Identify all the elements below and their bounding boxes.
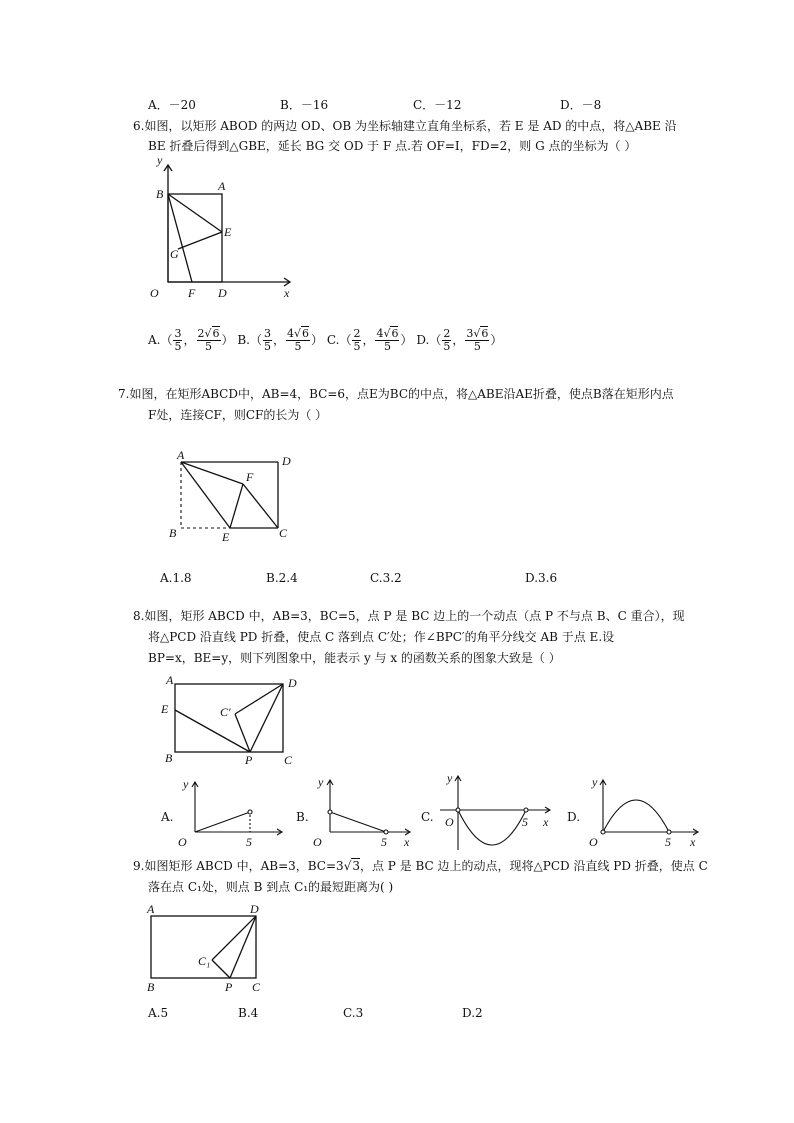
- q6-label-y: y: [157, 153, 163, 167]
- q5-option-c[interactable]: C．－12: [413, 98, 462, 112]
- q8-label-a: A: [166, 673, 174, 687]
- q9-stem-part-a: 9.如图矩形 ABCD 中，AB=3，BC=3: [133, 859, 344, 873]
- graph-label-5: 5: [381, 835, 387, 849]
- num: 2: [353, 327, 361, 340]
- graph-label-5: 5: [246, 835, 252, 849]
- q6-label-x: x: [284, 286, 290, 300]
- q7-label-d: D: [282, 454, 291, 468]
- q6-option-a[interactable]: [148, 327, 237, 353]
- graph-label-y: y: [318, 775, 324, 789]
- q7-stem-line2: F处，连接CF，则CF的长为（ ）: [148, 408, 328, 422]
- q9-label-a: A: [147, 902, 155, 916]
- q6-label-o: O: [150, 286, 159, 300]
- sep: ，: [183, 333, 196, 347]
- frac: [173, 328, 182, 353]
- graph-label-x: x: [404, 835, 410, 849]
- q9-label-c1: C₁: [198, 954, 211, 968]
- frac: [465, 328, 489, 353]
- num: 3: [174, 327, 182, 340]
- q9-stem-line1: [133, 858, 708, 874]
- q8-graph-c-label[interactable]: C.: [421, 810, 434, 824]
- q8-label-d: D: [288, 676, 297, 690]
- coef: 3: [466, 327, 474, 340]
- graph-label-x: x: [543, 815, 549, 829]
- q9-option-d[interactable]: D.2: [462, 1006, 483, 1020]
- graph-label-o: O: [589, 835, 598, 849]
- den: 5: [383, 340, 391, 353]
- q6-option-d-label: D.（: [416, 333, 442, 347]
- frac: [197, 328, 221, 353]
- radicand: 6: [212, 327, 220, 340]
- q7-label-f: F: [246, 470, 254, 484]
- q7-label-e: E: [222, 530, 230, 544]
- q6-option-d[interactable]: [416, 327, 503, 353]
- q7-option-b[interactable]: B.2.4: [266, 571, 298, 585]
- q6-option-c[interactable]: [326, 327, 416, 353]
- graph-label-o: O: [445, 815, 454, 829]
- q8-label-c1: C′: [220, 705, 231, 719]
- sep: ，: [452, 333, 465, 347]
- q6-option-b[interactable]: [237, 327, 327, 353]
- q9-label-d: D: [250, 902, 259, 916]
- q9-stem-line2: 落在点 C₁处，则点 B 到点 C₁的最短距离为( ): [148, 880, 394, 894]
- q9-option-a[interactable]: A.5: [148, 1006, 169, 1020]
- graph-label-5: 5: [665, 835, 671, 849]
- root-sign: √: [294, 327, 302, 340]
- root-sign: √: [473, 327, 481, 340]
- q9-label-p: P: [225, 980, 233, 994]
- q8-graph-a-label[interactable]: A.: [161, 810, 174, 824]
- sep: ，: [362, 333, 375, 347]
- q6-label-b: B: [156, 187, 164, 201]
- q9-option-b[interactable]: B.4: [238, 1006, 259, 1020]
- q8-stem-line1: 8.如图，矩形 ABCD 中，AB=3，BC=5，点 P 是 BC 边上的一个动点（点 P 不与点 B、C 重合），现: [133, 609, 685, 623]
- q8-stem-line3: BP=x，BE=y，则下列图象中，能表示 y 与 x 的函数关系的图象大致是（ ）: [148, 651, 561, 665]
- q6-option-b-label: B.（: [237, 333, 262, 347]
- root-sign: √: [204, 327, 212, 340]
- root-sign: √: [383, 327, 391, 340]
- q6-option-a-label: A.（: [148, 333, 173, 347]
- q9-label-c: C: [252, 980, 261, 994]
- q8-graph-d-label[interactable]: D.: [567, 810, 581, 824]
- q8-label-c: C: [284, 753, 293, 767]
- q6-label-f: F: [188, 286, 196, 300]
- q9-option-c[interactable]: C.3: [343, 1006, 364, 1020]
- radicand: 6: [481, 327, 489, 340]
- q6-label-g: G: [170, 247, 179, 261]
- root-sign: √: [343, 859, 352, 873]
- q8-graph-b-label[interactable]: B.: [296, 810, 309, 824]
- q8-label-e: E: [161, 702, 169, 716]
- q7-option-a[interactable]: A.1.8: [160, 571, 192, 585]
- den: 5: [205, 340, 212, 353]
- q8-stem-line2: 将△PCD 沿直线 PD 折叠，使点 C 落到点 C′处；作∠BPC′的角平分线交 AB 于点 E.设: [148, 630, 615, 644]
- graph-label-5: 5: [522, 815, 528, 829]
- q5-option-b[interactable]: B．－16: [280, 98, 329, 112]
- q5-option-a[interactable]: A．－20: [148, 98, 196, 112]
- graph-label-y: y: [592, 775, 598, 789]
- q9-stem-part-b: ，点 P 是 BC 边上的动点，现将△PCD 沿直线 PD 折叠，使点 C: [359, 859, 708, 873]
- radicand: 6: [302, 327, 310, 340]
- den: 5: [294, 340, 302, 353]
- q5-option-d[interactable]: D．－8: [560, 98, 602, 112]
- radicand: 6: [391, 327, 399, 340]
- frac: [352, 328, 361, 353]
- den: 5: [174, 340, 182, 353]
- graph-label-x: x: [690, 835, 696, 849]
- den: 5: [443, 340, 451, 353]
- den: 5: [264, 340, 271, 353]
- frac: [286, 328, 310, 353]
- q9-label-b: B: [147, 980, 155, 994]
- q8-label-b: B: [165, 751, 173, 765]
- close: ）: [221, 333, 234, 347]
- q8-label-p: P: [245, 753, 253, 767]
- frac: [375, 328, 399, 353]
- den: 5: [353, 340, 361, 353]
- close: ）: [311, 333, 324, 347]
- frac: [442, 328, 451, 353]
- num: 2: [443, 327, 451, 340]
- q6-stem-line2: BE 折叠后得到△GBE，延长 BG 交 OD 于 F 点.若 OF=I，FD=2，则 G 点的坐标为（ ）: [148, 139, 637, 153]
- coef: 4: [376, 327, 384, 340]
- q7-label-c: C: [279, 526, 288, 540]
- q7-option-c[interactable]: C.3.2: [370, 571, 402, 585]
- q7-label-b: B: [169, 526, 177, 540]
- q6-option-c-label: C.（: [326, 333, 352, 347]
- coef: 2: [197, 327, 205, 340]
- q6-label-e: E: [224, 225, 232, 239]
- q7-stem-line1: 7.如图，在矩形ABCD中，AB=4，BC=6，点E为BC的中点，将△ABE沿AE折叠，使点B落在矩形内点: [118, 387, 674, 401]
- q7-option-d[interactable]: D.3.6: [525, 571, 558, 585]
- graph-label-y: y: [447, 771, 453, 785]
- close: ）: [400, 333, 413, 347]
- close: ）: [490, 333, 503, 347]
- q6-stem-line1: 6.如图，以矩形 ABOD 的两边 OD、OB 为坐标轴建立直角坐标系，若 E 是 AD 的中点，将△ABE 沿: [133, 119, 677, 133]
- q7-label-a: A: [177, 448, 185, 462]
- q6-label-a: A: [218, 179, 226, 193]
- num: 3: [264, 327, 271, 340]
- graph-label-o: O: [313, 835, 322, 849]
- coef: 4: [287, 327, 295, 340]
- frac: [263, 328, 272, 353]
- sep: ，: [273, 333, 286, 347]
- graph-label-y: y: [183, 777, 189, 791]
- radicand: 3: [352, 859, 360, 873]
- q6-options: [148, 328, 502, 353]
- den: 5: [473, 340, 481, 353]
- graph-label-o: O: [178, 835, 187, 849]
- q6-label-d: D: [218, 286, 227, 300]
